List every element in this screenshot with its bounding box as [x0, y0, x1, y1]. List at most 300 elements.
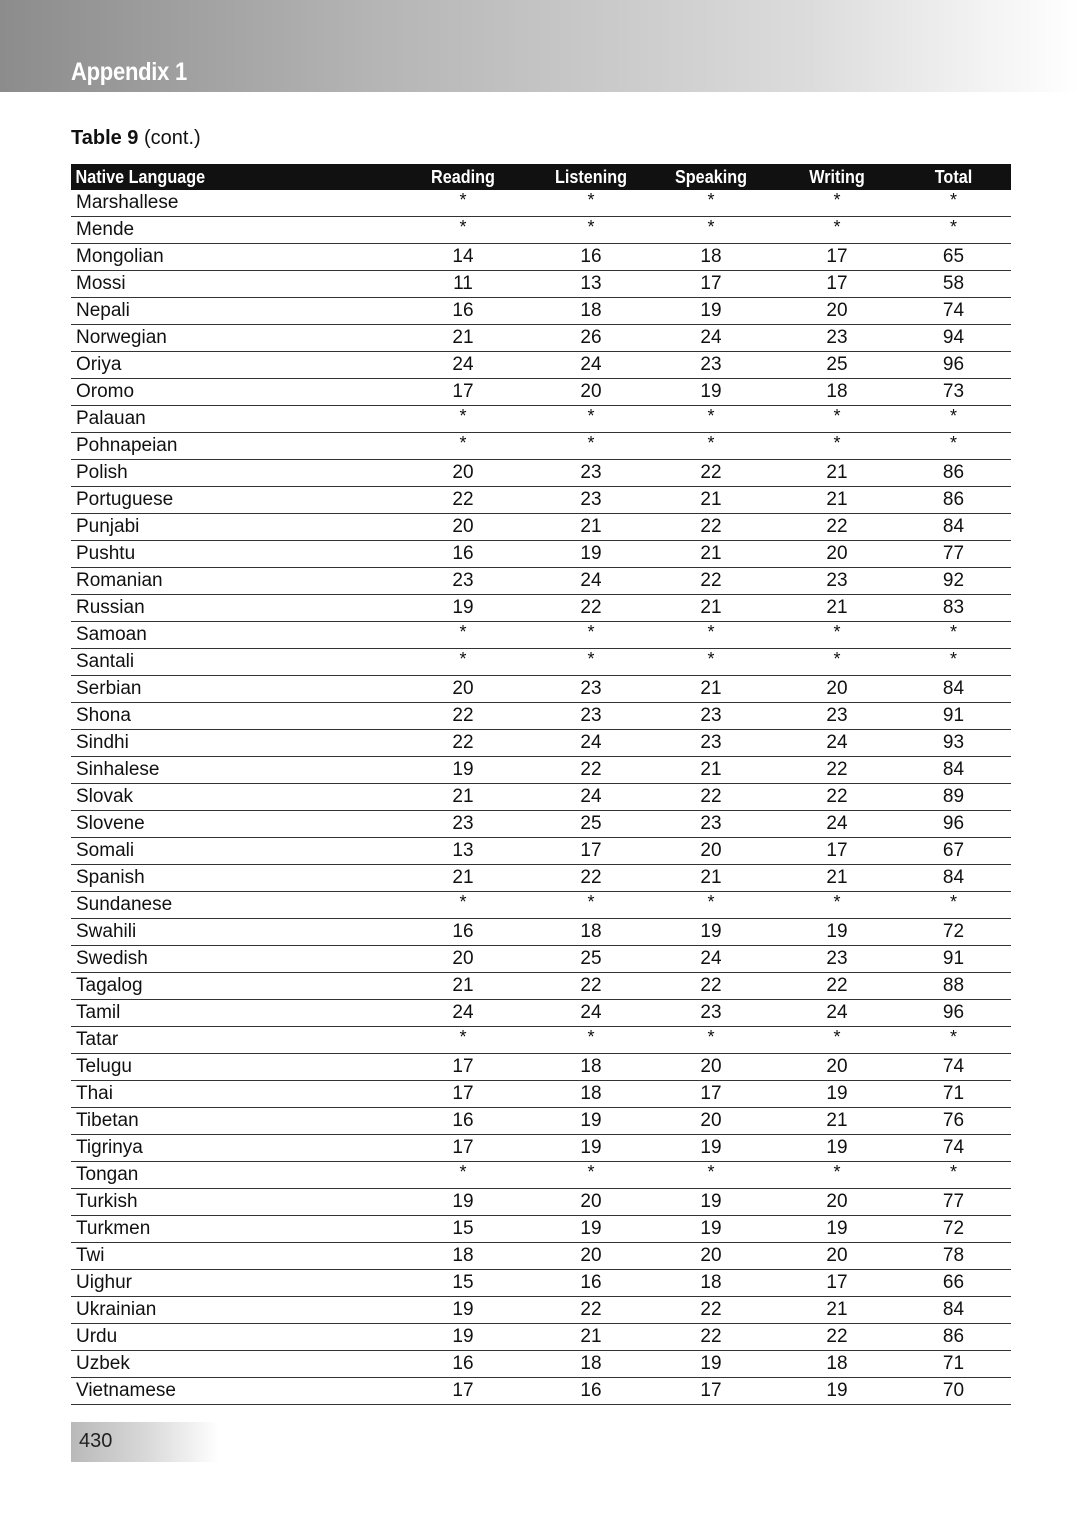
speaking-cell: 18: [700, 1272, 722, 1293]
table-row: [71, 1243, 1011, 1270]
language-cell: Pohnapeian: [76, 435, 178, 456]
reading-cell: 21: [452, 327, 474, 348]
writing-cell: 21: [826, 867, 848, 888]
listening-cell: 23: [580, 462, 602, 483]
speaking-cell: *: [707, 648, 715, 669]
table-row: [71, 568, 1011, 595]
page-number: 430: [79, 1430, 113, 1452]
total-cell: *: [949, 648, 957, 669]
writing-cell: 23: [826, 570, 848, 591]
speaking-cell: 17: [700, 1083, 722, 1104]
writing-cell: 18: [826, 1353, 848, 1374]
reading-cell: 20: [452, 516, 474, 537]
reading-cell: 16: [452, 1110, 474, 1131]
speaking-cell: 22: [700, 516, 722, 537]
listening-cell: 23: [580, 678, 602, 699]
score-table: [71, 164, 1011, 1405]
total-cell: *: [949, 1161, 957, 1182]
total-cell: *: [949, 432, 957, 453]
language-cell: Santali: [76, 651, 135, 672]
table-row: [71, 730, 1011, 757]
reading-cell: 21: [452, 867, 474, 888]
listening-cell: 19: [580, 1218, 602, 1239]
language-cell: Nepali: [76, 300, 130, 321]
writing-cell: 22: [826, 1326, 848, 1347]
speaking-cell: 19: [700, 921, 722, 942]
language-cell: Slovene: [76, 813, 145, 834]
language-cell: Russian: [76, 597, 145, 618]
table-row: [71, 217, 1011, 244]
speaking-cell: 21: [700, 597, 722, 618]
reading-cell: 24: [452, 354, 474, 375]
writing-cell: 25: [826, 354, 848, 375]
listening-cell: *: [587, 1026, 595, 1047]
reading-cell: 16: [452, 543, 474, 564]
total-cell: 67: [942, 840, 965, 861]
total-cell: 70: [942, 1380, 965, 1401]
speaking-cell: 19: [700, 1191, 722, 1212]
speaking-cell: 24: [700, 948, 722, 969]
total-cell: 91: [942, 948, 965, 969]
writing-cell: 21: [826, 1110, 848, 1131]
reading-cell: 17: [452, 1380, 474, 1401]
listening-cell: 18: [580, 921, 602, 942]
total-cell: 86: [942, 462, 965, 483]
total-cell: 96: [942, 1002, 965, 1023]
speaking-cell: 19: [700, 1353, 722, 1374]
total-cell: 84: [942, 516, 965, 537]
table-number: Table 9: [71, 127, 139, 149]
table-row: [71, 541, 1011, 568]
writing-cell: 19: [826, 921, 848, 942]
reading-cell: 16: [452, 300, 474, 321]
table-row: [71, 433, 1011, 460]
table-row: [71, 460, 1011, 487]
language-cell: Tibetan: [76, 1110, 139, 1131]
writing-cell: 20: [826, 1245, 848, 1266]
listening-cell: 18: [580, 1083, 602, 1104]
writing-cell: 24: [826, 1002, 848, 1023]
table-row: [71, 1378, 1011, 1405]
listening-cell: *: [587, 621, 595, 642]
listening-cell: 20: [580, 1191, 602, 1212]
reading-cell: 24: [452, 1002, 474, 1023]
writing-cell: 19: [826, 1218, 848, 1239]
table-row: [71, 1216, 1011, 1243]
table-row: [71, 487, 1011, 514]
writing-cell: *: [833, 1161, 841, 1182]
reading-cell: 20: [452, 948, 474, 969]
total-cell: 93: [942, 732, 965, 753]
listening-cell: 24: [580, 1002, 602, 1023]
table-row: [71, 946, 1011, 973]
total-cell: 86: [942, 1326, 965, 1347]
total-cell: 84: [942, 759, 965, 780]
total-cell: 77: [942, 1191, 965, 1212]
table-row: [71, 1081, 1011, 1108]
reading-cell: 19: [452, 1191, 474, 1212]
writing-cell: 23: [826, 327, 848, 348]
writing-cell: 20: [826, 1056, 848, 1077]
table-row: [71, 1270, 1011, 1297]
section-title: Appendix 1: [71, 58, 187, 86]
table-row: [71, 514, 1011, 541]
writing-cell: 19: [826, 1380, 848, 1401]
writing-cell: 17: [826, 840, 848, 861]
listening-cell: 24: [580, 786, 602, 807]
writing-cell: *: [833, 1026, 841, 1047]
reading-cell: 20: [452, 462, 474, 483]
writing-cell: 20: [826, 300, 848, 321]
listening-cell: *: [587, 189, 595, 210]
column-header-writing: Writing: [809, 166, 865, 187]
total-cell: 76: [942, 1110, 965, 1131]
reading-cell: 19: [452, 597, 474, 618]
total-cell: 89: [942, 786, 965, 807]
language-cell: Tatar: [76, 1029, 119, 1050]
reading-cell: 16: [452, 1353, 474, 1374]
listening-cell: *: [587, 648, 595, 669]
total-cell: 86: [942, 489, 965, 510]
reading-cell: *: [459, 621, 467, 642]
total-cell: 71: [942, 1353, 965, 1374]
listening-cell: 24: [580, 732, 602, 753]
writing-cell: 22: [826, 759, 848, 780]
speaking-cell: *: [707, 621, 715, 642]
language-cell: Slovak: [76, 786, 134, 807]
column-header-reading: Reading: [431, 166, 495, 187]
listening-cell: 18: [580, 1056, 602, 1077]
writing-cell: 18: [826, 381, 848, 402]
table-row: [71, 1162, 1011, 1189]
writing-cell: 19: [826, 1137, 848, 1158]
writing-cell: 21: [826, 462, 848, 483]
writing-cell: 22: [826, 975, 848, 996]
table-row: [71, 622, 1011, 649]
language-cell: Uighur: [76, 1272, 132, 1293]
language-cell: Swahili: [76, 921, 137, 942]
language-cell: Oriya: [76, 354, 122, 375]
total-cell: 96: [942, 813, 965, 834]
reading-cell: 14: [452, 246, 474, 267]
reading-cell: *: [459, 216, 467, 237]
total-cell: 72: [942, 921, 965, 942]
writing-cell: *: [833, 648, 841, 669]
reading-cell: 17: [452, 381, 474, 402]
writing-cell: *: [833, 432, 841, 453]
listening-cell: 22: [580, 1299, 602, 1320]
language-cell: Sundanese: [76, 894, 173, 915]
language-cell: Mongolian: [76, 246, 164, 267]
speaking-cell: 21: [700, 867, 722, 888]
table-row: [71, 1054, 1011, 1081]
reading-cell: 15: [452, 1218, 474, 1239]
total-cell: 96: [942, 354, 965, 375]
table-row: [71, 1324, 1011, 1351]
speaking-cell: *: [707, 216, 715, 237]
writing-cell: *: [833, 189, 841, 210]
reading-cell: 17: [452, 1137, 474, 1158]
reading-cell: *: [459, 1026, 467, 1047]
reading-cell: 16: [452, 921, 474, 942]
language-cell: Pushtu: [76, 543, 136, 564]
reading-cell: 17: [452, 1083, 474, 1104]
speaking-cell: *: [707, 891, 715, 912]
writing-cell: 20: [826, 543, 848, 564]
listening-cell: *: [587, 405, 595, 426]
language-cell: Norwegian: [76, 327, 167, 348]
speaking-cell: 23: [700, 705, 722, 726]
listening-cell: 19: [580, 1137, 602, 1158]
reading-cell: *: [459, 189, 467, 210]
speaking-cell: 21: [700, 543, 722, 564]
speaking-cell: 20: [700, 840, 722, 861]
reading-cell: 22: [452, 732, 474, 753]
table-row: [71, 352, 1011, 379]
listening-cell: 22: [580, 759, 602, 780]
language-cell: Palauan: [76, 408, 146, 429]
reading-cell: 19: [452, 1299, 474, 1320]
reading-cell: 18: [452, 1245, 474, 1266]
reading-cell: 11: [453, 273, 473, 294]
table-row: [71, 757, 1011, 784]
writing-cell: 17: [826, 273, 848, 294]
listening-cell: 18: [580, 300, 602, 321]
language-cell: Tagalog: [76, 975, 143, 996]
total-cell: 78: [942, 1245, 965, 1266]
listening-cell: 23: [580, 705, 602, 726]
table-caption: [71, 127, 201, 150]
speaking-cell: 22: [700, 1326, 722, 1347]
speaking-cell: 19: [700, 381, 722, 402]
speaking-cell: 21: [700, 759, 722, 780]
writing-cell: 23: [826, 705, 848, 726]
listening-cell: 23: [580, 489, 602, 510]
reading-cell: 20: [452, 678, 474, 699]
total-cell: 74: [942, 300, 965, 321]
listening-cell: *: [587, 432, 595, 453]
reading-cell: 22: [452, 705, 474, 726]
listening-cell: 22: [580, 975, 602, 996]
reading-cell: *: [459, 432, 467, 453]
listening-cell: 16: [580, 1272, 602, 1293]
table-row: [71, 298, 1011, 325]
listening-cell: *: [587, 1161, 595, 1182]
language-cell: Polish: [76, 462, 128, 483]
speaking-cell: 20: [700, 1245, 722, 1266]
writing-cell: 17: [826, 246, 848, 267]
reading-cell: 19: [452, 1326, 474, 1347]
listening-cell: 24: [580, 570, 602, 591]
speaking-cell: 22: [700, 462, 722, 483]
table-row: [71, 865, 1011, 892]
language-cell: Sindhi: [76, 732, 129, 753]
table-row: [71, 811, 1011, 838]
total-cell: 92: [942, 570, 965, 591]
writing-cell: 22: [826, 786, 848, 807]
table-row: [71, 649, 1011, 676]
total-cell: 84: [942, 1299, 965, 1320]
writing-cell: 23: [826, 948, 848, 969]
listening-cell: 16: [580, 1380, 602, 1401]
language-cell: Tigrinya: [76, 1137, 143, 1158]
total-cell: *: [949, 405, 957, 426]
listening-cell: 18: [580, 1353, 602, 1374]
writing-cell: 24: [826, 813, 848, 834]
language-cell: Turkmen: [76, 1218, 151, 1239]
table-body: [71, 190, 1011, 1405]
listening-cell: 20: [580, 1245, 602, 1266]
reading-cell: *: [459, 648, 467, 669]
listening-cell: 16: [580, 246, 602, 267]
listening-cell: 25: [580, 948, 602, 969]
listening-cell: 20: [580, 381, 602, 402]
total-cell: *: [949, 891, 957, 912]
language-cell: Ukrainian: [76, 1299, 157, 1320]
table-row: [71, 892, 1011, 919]
language-cell: Samoan: [76, 624, 147, 645]
listening-cell: *: [587, 216, 595, 237]
table-row: [71, 244, 1011, 271]
language-cell: Spanish: [76, 867, 145, 888]
speaking-cell: 20: [700, 1110, 722, 1131]
listening-cell: 21: [580, 516, 602, 537]
total-cell: 94: [942, 327, 965, 348]
speaking-cell: 17: [700, 1380, 722, 1401]
table-row: [71, 838, 1011, 865]
speaking-cell: 23: [700, 1002, 722, 1023]
language-cell: Tongan: [76, 1164, 139, 1185]
speaking-cell: 22: [700, 786, 722, 807]
speaking-cell: 24: [700, 327, 722, 348]
total-cell: 84: [942, 678, 965, 699]
total-cell: 91: [942, 705, 965, 726]
total-cell: *: [949, 621, 957, 642]
language-cell: Marshallese: [76, 192, 179, 213]
reading-cell: 23: [452, 813, 474, 834]
total-cell: 66: [942, 1272, 965, 1293]
speaking-cell: *: [707, 405, 715, 426]
listening-cell: 17: [580, 840, 602, 861]
speaking-cell: 17: [700, 273, 722, 294]
listening-cell: 24: [580, 354, 602, 375]
speaking-cell: *: [707, 1026, 715, 1047]
reading-cell: 22: [452, 489, 474, 510]
table-caption-suffix: (cont.): [138, 127, 201, 149]
speaking-cell: *: [707, 1161, 715, 1182]
table-row: [71, 973, 1011, 1000]
speaking-cell: 19: [700, 1137, 722, 1158]
speaking-cell: 19: [700, 300, 722, 321]
total-cell: 65: [942, 246, 965, 267]
table-row: [71, 379, 1011, 406]
writing-cell: *: [833, 405, 841, 426]
table-row: [71, 1027, 1011, 1054]
language-cell: Mossi: [76, 273, 126, 294]
language-cell: Urdu: [76, 1326, 118, 1347]
language-cell: Uzbek: [76, 1353, 130, 1374]
language-cell: Portuguese: [76, 489, 174, 510]
language-cell: Swedish: [76, 948, 148, 969]
table-row: [71, 1351, 1011, 1378]
listening-cell: 19: [580, 1110, 602, 1131]
total-cell: 74: [942, 1137, 965, 1158]
language-cell: Mende: [76, 219, 135, 240]
reading-cell: 15: [452, 1272, 474, 1293]
language-cell: Punjabi: [76, 516, 140, 537]
reading-cell: 19: [452, 759, 474, 780]
language-cell: Tamil: [76, 1002, 121, 1023]
language-cell: Serbian: [76, 678, 142, 699]
language-cell: Somali: [76, 840, 135, 861]
total-cell: 73: [942, 381, 965, 402]
speaking-cell: 22: [700, 570, 722, 591]
total-cell: 74: [942, 1056, 965, 1077]
table-row: [71, 1000, 1011, 1027]
speaking-cell: 22: [700, 1299, 722, 1320]
listening-cell: 25: [580, 813, 602, 834]
speaking-cell: 22: [700, 975, 722, 996]
total-cell: 77: [942, 543, 965, 564]
writing-cell: 19: [826, 1083, 848, 1104]
listening-cell: 13: [580, 273, 602, 294]
listening-cell: 26: [580, 327, 602, 348]
speaking-cell: 18: [700, 246, 722, 267]
language-cell: Oromo: [76, 381, 135, 402]
table-row: [71, 1297, 1011, 1324]
reading-cell: 21: [452, 786, 474, 807]
total-cell: 58: [942, 273, 965, 294]
listening-cell: 22: [580, 867, 602, 888]
total-cell: 88: [942, 975, 965, 996]
reading-cell: 23: [452, 570, 474, 591]
language-cell: Telugu: [76, 1056, 132, 1077]
table-row: [71, 1135, 1011, 1162]
writing-cell: 21: [826, 597, 848, 618]
table-row: [71, 919, 1011, 946]
listening-cell: 22: [580, 597, 602, 618]
column-header-native-language: Native Language: [75, 166, 206, 187]
table-row: [71, 676, 1011, 703]
language-cell: Romanian: [76, 570, 163, 591]
column-header-listening: Listening: [555, 166, 627, 187]
speaking-cell: 19: [700, 1218, 722, 1239]
table-row: [71, 784, 1011, 811]
speaking-cell: *: [707, 432, 715, 453]
listening-cell: *: [587, 891, 595, 912]
writing-cell: *: [833, 216, 841, 237]
reading-cell: 17: [452, 1056, 474, 1077]
table-row: [71, 703, 1011, 730]
total-cell: *: [949, 189, 957, 210]
column-header-speaking: Speaking: [674, 166, 748, 187]
writing-cell: 20: [826, 678, 848, 699]
total-cell: 83: [942, 597, 965, 618]
table-row: [71, 595, 1011, 622]
writing-cell: 17: [826, 1272, 848, 1293]
speaking-cell: 21: [700, 678, 722, 699]
writing-cell: 20: [826, 1191, 848, 1212]
language-cell: Thai: [76, 1083, 113, 1104]
speaking-cell: *: [707, 189, 715, 210]
table-row: [71, 1189, 1011, 1216]
writing-cell: *: [833, 891, 841, 912]
table-row: [71, 190, 1011, 217]
reading-cell: *: [459, 1161, 467, 1182]
total-cell: 72: [942, 1218, 965, 1239]
total-cell: *: [949, 1026, 957, 1047]
reading-cell: *: [459, 405, 467, 426]
